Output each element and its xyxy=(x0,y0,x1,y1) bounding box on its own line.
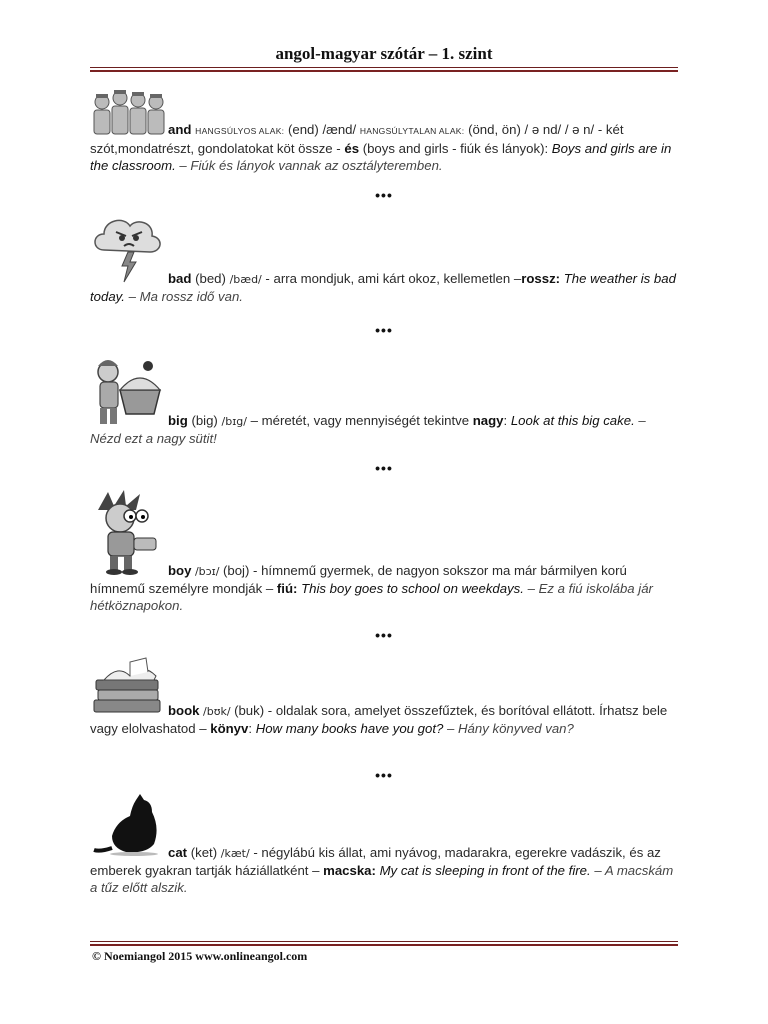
separator-dots: ••• xyxy=(375,627,393,643)
ipa: /bɪg/ xyxy=(221,415,247,428)
definition: – méretét, vagy mennyiségét tekintve xyxy=(246,413,473,428)
colon: : xyxy=(503,413,511,428)
hungarian-word: és xyxy=(344,141,360,156)
entry-book xyxy=(90,654,680,737)
separator-dots: ••• xyxy=(375,767,393,783)
footer-divider xyxy=(90,941,678,946)
entry-cat xyxy=(90,792,680,896)
example: Look at this big cake. xyxy=(510,413,635,428)
example-translation: – Ma rossz idő van. xyxy=(124,289,243,304)
boy-with-cake-illustration xyxy=(90,350,166,430)
pronunciation: (end) /ænd/ xyxy=(284,122,360,137)
headword: boy xyxy=(168,563,192,578)
footer-copyright: © Noemiangol 2015 www.onlineangol.com xyxy=(92,949,308,963)
definition: (boj) - hímnemű gyermek, de nagyon sokszor ma már bármilyen korú hímnemű személyre mondják – xyxy=(90,563,627,596)
hungarian-word: macska: xyxy=(323,863,376,878)
example: The weather is bad today. xyxy=(90,271,676,304)
entry-and xyxy=(90,88,680,174)
example-translation: – Fiúk és lányok vannak az osztályteremben. xyxy=(175,158,443,173)
pronunciation: (big) xyxy=(187,413,222,428)
definition: - négylábú kis állat, ami nyávog, madarakra, egerekre vadászik, és az emberek gyakran tartják háziállatként – xyxy=(90,845,661,878)
hungarian-word: rossz: xyxy=(521,271,561,286)
example: My cat is sleeping in front of the fire. xyxy=(375,863,591,878)
ipa: /kæt/ xyxy=(220,847,250,860)
colon: : xyxy=(248,721,256,736)
separator-dots: ••• xyxy=(375,322,393,338)
children-group-illustration xyxy=(90,88,166,140)
entry-bad xyxy=(90,212,680,305)
example-translation: – Hány könyved van? xyxy=(443,721,574,736)
book-stack-illustration xyxy=(90,654,166,720)
page-title: angol-magyar szótár – 1. szint xyxy=(275,44,493,63)
cat-silhouette-illustration xyxy=(90,792,166,862)
definition: (önd, ön) / ə nd/ / ə n/ - két szót,mondatrészt, gondolatokat köt össze - xyxy=(90,122,624,156)
hungarian-word: fiú: xyxy=(276,581,298,596)
headword: bad xyxy=(168,271,192,286)
pronunciation: (bed) xyxy=(191,271,230,286)
storm-cloud-illustration xyxy=(90,212,166,288)
entry-big xyxy=(90,350,680,447)
hungarian-word: nagy xyxy=(472,413,504,428)
stress-label: HANGSÚLYOS ALAK: xyxy=(195,126,285,136)
example: This boy goes to school on weekdays. xyxy=(297,581,524,596)
example: Boys and girls are in the classroom. xyxy=(90,141,672,173)
example-translation: – A macskám a tűz előtt alszik. xyxy=(90,863,674,895)
definition: - arra mondjuk, ami kárt okoz, kellemetlen – xyxy=(261,271,522,286)
boy-cartoon-illustration xyxy=(90,488,166,580)
headword: and xyxy=(168,122,192,137)
hungarian-word: könyv xyxy=(210,721,249,736)
example-translation: – Nézd ezt a nagy sütit! xyxy=(90,413,646,446)
ipa: /bʊk/ xyxy=(199,705,235,718)
example: How many books have you got? xyxy=(255,721,444,736)
unstress-label: HANGSÚLYTALAN ALAK: xyxy=(359,126,465,136)
ipa: /bæd/ xyxy=(229,273,262,286)
headword: big xyxy=(168,413,188,428)
headword: book xyxy=(168,703,200,718)
header-divider xyxy=(90,67,678,72)
pronunciation: (ket) xyxy=(187,845,221,860)
definition-tail: (boys and girls - fiúk és lányok): xyxy=(359,141,552,156)
separator-dots: ••• xyxy=(375,460,393,476)
separator-dots: ••• xyxy=(375,187,393,203)
headword: cat xyxy=(168,845,188,860)
definition: (buk) - oldalak sora, amelyet összefűztek, és borítóval ellátott. Írhatsz bele vagy elolvashatod – xyxy=(90,703,668,736)
example-translation: – Ez a fiú iskolába jár hétköznapokon. xyxy=(90,581,653,613)
ipa: /bɔɪ/ xyxy=(191,565,223,578)
entry-boy xyxy=(90,488,680,614)
